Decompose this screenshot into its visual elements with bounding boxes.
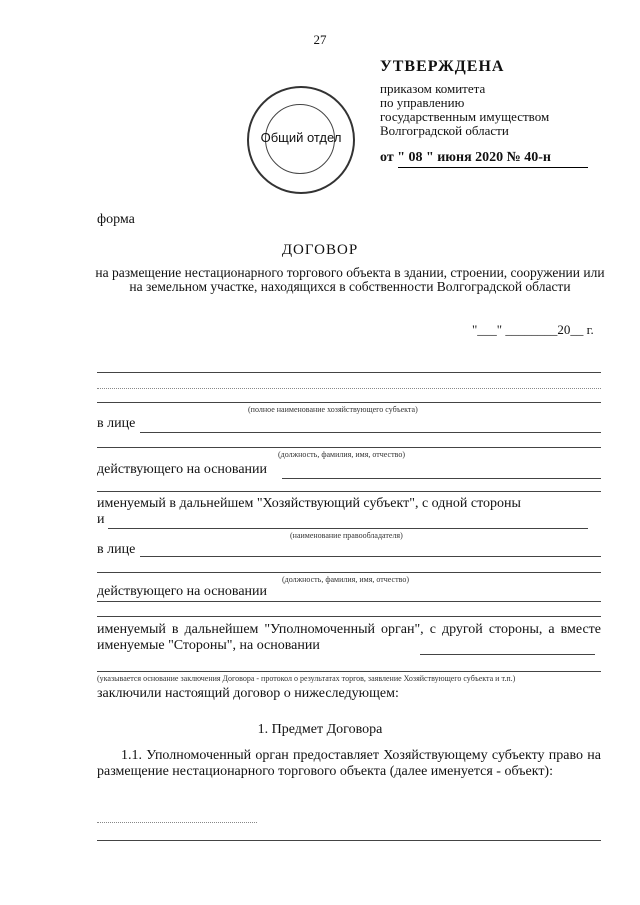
basis-caption: (указывается основание заключения Договора - протокол о результатах торгов, заявление Хозяйствующего субъекта и т.п.) bbox=[97, 674, 516, 683]
in-person-label: в лице bbox=[97, 542, 136, 557]
acting-basis-label: действующего на основании bbox=[97, 462, 268, 477]
entity-line bbox=[97, 372, 601, 373]
position-caption: (должность, фамилия, имя, отчество) bbox=[282, 575, 409, 584]
in-person-line bbox=[140, 556, 601, 557]
owner-caption: (наименование правообладателя) bbox=[290, 531, 403, 540]
entity-line bbox=[97, 388, 601, 389]
object-line bbox=[97, 840, 601, 841]
order-date-underline bbox=[398, 167, 588, 168]
contract-title: ДОГОВОР bbox=[281, 242, 359, 258]
entity-caption: (полное наименование хозяйствующего субъекта) bbox=[248, 405, 418, 414]
page-number: 27 bbox=[313, 32, 327, 47]
in-person-line bbox=[140, 432, 601, 433]
position-line bbox=[97, 572, 601, 573]
named-entity-text: именуемый в дальнейшем "Хозяйствующий субъект", с одной стороны bbox=[97, 496, 521, 511]
acting-basis-line bbox=[97, 616, 601, 617]
basis-line bbox=[420, 654, 595, 655]
named-authority-text: именуемый в дальнейшем "Уполномоченный орган", с другой стороны, а вместе именуемые "Стороны", на основании bbox=[97, 622, 601, 653]
position-caption: (должность, фамилия, имя, отчество) bbox=[278, 450, 405, 459]
order-line: приказом комитета bbox=[380, 81, 486, 96]
order-line: по управлению bbox=[380, 95, 465, 110]
order-line: государственным имуществом bbox=[380, 109, 550, 124]
and-label: и bbox=[97, 512, 105, 527]
acting-basis-line bbox=[282, 478, 601, 479]
entity-line bbox=[97, 402, 601, 403]
contract-subtitle: на размещение нестационарного торгового объекта в здании, строении, сооружении или на земельном участке, находящихся в собственности Волгоградской области bbox=[95, 265, 605, 294]
owner-line bbox=[108, 528, 588, 529]
approval-order bbox=[380, 82, 549, 138]
section-title: 1. Предмет Договора bbox=[257, 722, 383, 737]
acting-basis-label: действующего на основании bbox=[97, 584, 268, 599]
form-label: форма bbox=[97, 212, 135, 227]
acting-basis-line bbox=[97, 491, 601, 492]
paragraph-1-1: 1.1. Уполномоченный орган предоставляет Хозяйствующему субъекту право на размещение нестационарного торгового объекта (далее именуется - объект): bbox=[97, 748, 601, 779]
acting-basis-line bbox=[97, 601, 601, 602]
approval-title: УТВЕРЖДЕНА bbox=[380, 58, 505, 75]
stamp-seal bbox=[247, 86, 355, 194]
basis-line bbox=[97, 671, 601, 672]
contract-date: "___" ________20__ г. bbox=[472, 322, 594, 337]
stamp-text: Общий отдел bbox=[260, 130, 342, 145]
concluded-text: заключили настоящий договор о нижеследующем: bbox=[97, 686, 399, 701]
in-person-label: в лице bbox=[97, 416, 136, 431]
object-line bbox=[97, 822, 257, 823]
order-date: от " 08 " июня 2020 № 40-н bbox=[380, 150, 551, 165]
position-line bbox=[97, 447, 601, 448]
order-line: Волгоградской области bbox=[380, 123, 509, 138]
